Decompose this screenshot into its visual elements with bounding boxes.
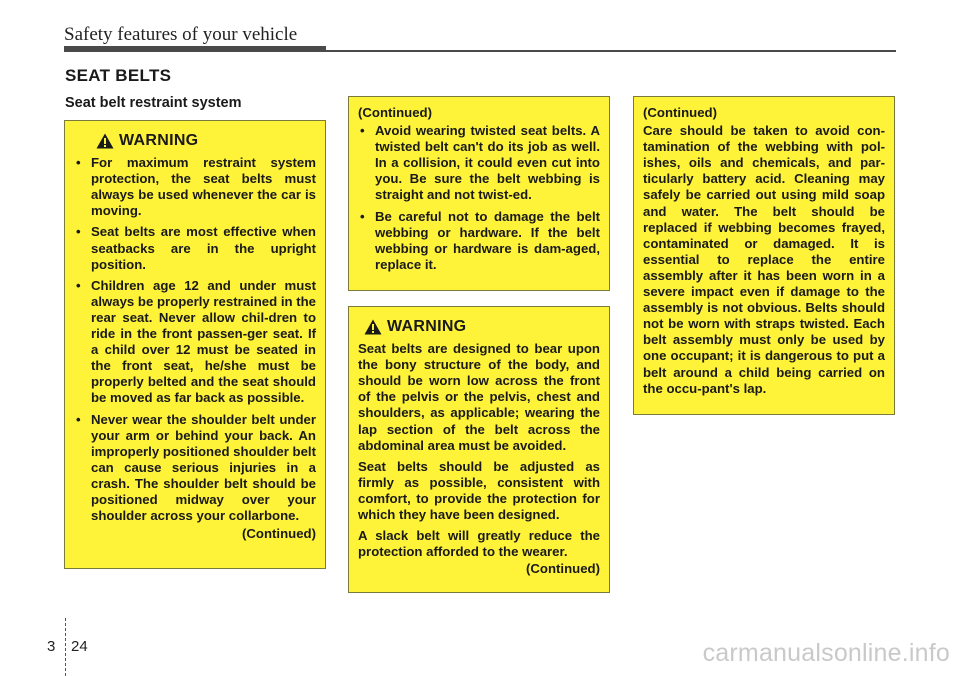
warning-list-item: • For maximum restraint system protection, the seat belts must always be used whenever the car is moving.	[74, 155, 316, 219]
watermark-text: carmanualsonline.info	[702, 639, 950, 667]
continued-box-twisted-belts	[348, 96, 610, 291]
warning-triangle-icon	[96, 133, 114, 149]
warning-triangle-icon	[364, 319, 382, 335]
page-number-divider	[65, 618, 66, 676]
warning-heading	[364, 319, 600, 335]
continued-label: (Continued)	[643, 105, 717, 120]
section-title: SEAT BELTS	[65, 66, 172, 85]
warning-box-seatbelt-use	[64, 120, 326, 569]
warning-list	[74, 155, 316, 524]
warning-heading	[96, 133, 316, 149]
continued-list-item: • Be careful not to damage the belt webbing or hardware. If the belt webbing or hardware is dam-aged, replace it.	[358, 209, 600, 273]
warning-list-item: • Never wear the shoulder belt under your arm or behind your back. An improperly positioned shoulder belt can cause serious injuries in a crash. The shoulder belt should be positioned midway over your shoulder across your collarbone.	[74, 412, 316, 525]
warning-paragraph: A slack belt will greatly reduce the protection afforded to the wearer.	[358, 528, 600, 560]
warning-paragraph: Seat belts should be adjusted as firmly as possible, consistent with comfort, to provide the protection for which they have been designed.	[358, 458, 600, 523]
page-header-title: Safety features of your vehicle	[64, 24, 298, 45]
header-rule-thick	[64, 46, 326, 52]
header-rule-thin	[326, 50, 896, 52]
warning-heading-label: WARNING	[387, 318, 467, 335]
continued-list-item: • Avoid wearing twisted seat belts. A twisted belt can't do its job as well. In a collision, it could even cut into you. Be sure the belt webbing is straight and not twist-ed.	[358, 123, 600, 203]
continued-paragraph: Care should be taken to avoid con-tamination of the webbing with pol-ishes, oils and chemicals, and par-ticularly battery acid. Cleaning may safely be carried out using mild soap and water. The belt should be replaced if webbing becomes frayed, contaminated or damaged. It is essential to replace the entire assembly after it has been worn in a severe impact even if damage to the assembly is not obvious. Belts should not be worn with straps twisted. Each belt assembly must only be used by one occupant; it is dangerous to put a belt around a child being carried on the occu-pant's lap.	[643, 123, 885, 396]
chapter-number: 3	[47, 638, 56, 655]
warning-list-item: • Children age 12 and under must always be properly restrained in the rear seat. Never allow chil-dren to ride in the front passen-ger seat. If a child over 12 must be seated in the front seat, he/she must be properly belted and the seat should be moved as far back as possible.	[74, 278, 316, 407]
warning-heading-label: WARNING	[119, 132, 199, 149]
continued-list	[358, 123, 600, 273]
warning-paragraph: Seat belts are designed to bear upon the bony structure of the body, and should be worn low across the front of the pelvis or the pelvis, chest and shoulders, as applicable; wearing the lap section of the belt across the abdominal area must be avoided.	[358, 341, 600, 453]
page-number: 24	[71, 638, 88, 655]
warning-list-item: • Seat belts are most effective when seatbacks are in the upright position.	[74, 224, 316, 272]
warning-box-belt-wearing	[348, 306, 610, 593]
continued-label: (Continued)	[358, 105, 432, 120]
continued-box-belt-care	[633, 96, 895, 415]
continued-label: (Continued)	[526, 561, 600, 577]
continued-label: (Continued)	[242, 526, 316, 542]
subsection-title: Seat belt restraint system	[65, 95, 242, 111]
